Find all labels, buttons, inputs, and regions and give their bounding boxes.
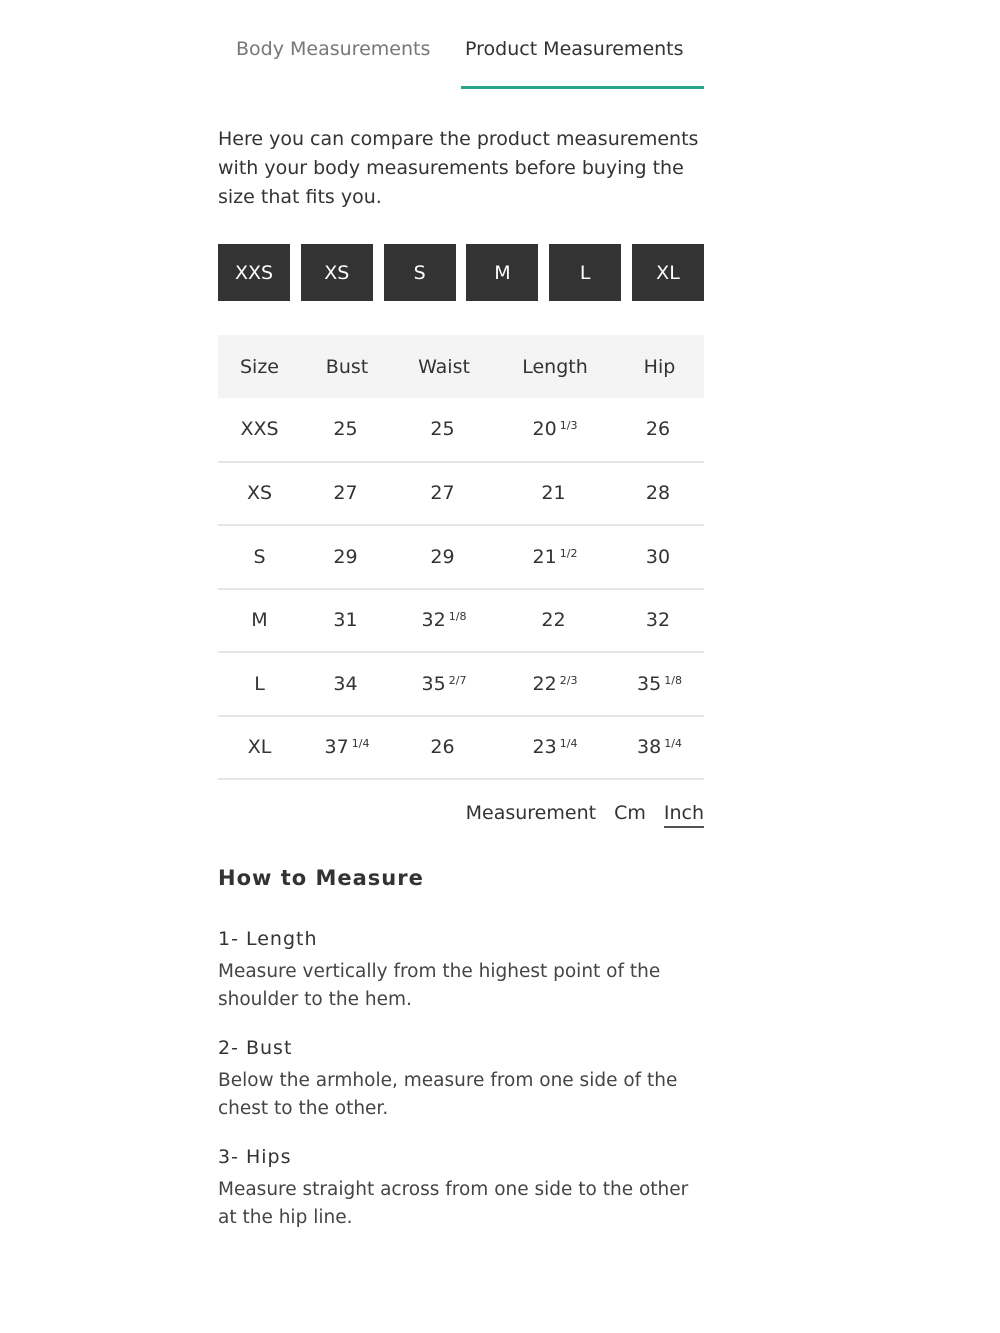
cell-number: 26 bbox=[645, 418, 671, 441]
table-row bbox=[218, 652, 704, 716]
size-button-m[interactable]: M bbox=[466, 244, 538, 301]
cell-number: 28 bbox=[645, 482, 671, 505]
cell-hip bbox=[615, 462, 704, 526]
cell-number: 32 bbox=[421, 609, 446, 632]
cell-size: XL bbox=[218, 716, 301, 780]
cell-number: 23 bbox=[532, 736, 557, 759]
table-row bbox=[218, 462, 704, 526]
cell-waist bbox=[393, 525, 495, 589]
cell-length bbox=[495, 589, 615, 653]
step-text: Below the armhole, measure from one side of the chest to the other. bbox=[218, 1070, 678, 1119]
active-tab-indicator bbox=[461, 86, 704, 89]
cell-length bbox=[495, 462, 615, 526]
unit-switch bbox=[466, 802, 704, 828]
cell-number: 20 bbox=[532, 418, 557, 441]
cell-hip bbox=[615, 589, 704, 653]
cell-length bbox=[495, 716, 615, 780]
cell-bust bbox=[301, 525, 393, 589]
table-row bbox=[218, 525, 704, 589]
measure-step bbox=[218, 1146, 704, 1232]
cell-fraction: 1/8 bbox=[664, 673, 682, 687]
cell-size: M bbox=[218, 589, 301, 653]
cell-waist bbox=[393, 716, 495, 780]
cell-number: 29 bbox=[333, 545, 358, 568]
cell-fraction: 2/3 bbox=[559, 673, 578, 687]
cell-waist bbox=[393, 462, 495, 526]
step-text: Measure vertically from the highest point of the shoulder to the hem. bbox=[218, 961, 661, 1010]
header-waist: Waist bbox=[393, 335, 495, 398]
cell-hip bbox=[615, 652, 704, 716]
cell-number: 22 bbox=[541, 609, 566, 632]
cell-number: 21 bbox=[541, 482, 566, 505]
cell-number: 32 bbox=[645, 609, 671, 632]
cell-bust bbox=[301, 716, 393, 780]
cell-fraction: 1/2 bbox=[559, 546, 578, 560]
cell-size: XS bbox=[218, 462, 301, 526]
cell-waist bbox=[393, 589, 495, 653]
table-row bbox=[218, 589, 704, 653]
cell-size: S bbox=[218, 525, 301, 589]
cell-hip bbox=[615, 398, 704, 462]
measure-step bbox=[218, 1037, 704, 1123]
cell-fraction: 1/3 bbox=[559, 419, 578, 433]
tab-product-measurements[interactable]: Product Measurements bbox=[465, 38, 684, 60]
cell-length bbox=[495, 398, 615, 462]
cell-number: 25 bbox=[430, 418, 455, 441]
cell-number: 35 bbox=[637, 672, 662, 695]
cell-number: 29 bbox=[430, 545, 455, 568]
how-to-measure-section bbox=[218, 866, 704, 1255]
cell-size: XXS bbox=[218, 398, 301, 462]
cell-length bbox=[495, 525, 615, 589]
table-row bbox=[218, 716, 704, 780]
cell-number: 38 bbox=[637, 736, 662, 759]
header-bust: Bust bbox=[301, 335, 393, 398]
header-length: Length bbox=[495, 335, 615, 398]
header-hip: Hip bbox=[615, 335, 704, 398]
cell-number: 27 bbox=[333, 482, 358, 505]
cell-number: 30 bbox=[645, 545, 671, 568]
size-guide-panel bbox=[218, 0, 704, 1228]
size-button-xs[interactable]: XS bbox=[301, 244, 373, 301]
cell-bust bbox=[301, 398, 393, 462]
cell-waist bbox=[393, 398, 495, 462]
unit-option-inch[interactable]: Inch bbox=[664, 802, 704, 828]
size-button-xxs[interactable]: XXS bbox=[218, 244, 290, 301]
unit-option-cm[interactable]: Cm bbox=[614, 802, 646, 824]
cell-bust bbox=[301, 589, 393, 653]
cell-number: 34 bbox=[333, 672, 358, 695]
cell-length bbox=[495, 652, 615, 716]
cell-number: 26 bbox=[430, 736, 455, 759]
intro-text: Here you can compare the product measurements with your body measurements before buying the size that fits you. bbox=[218, 128, 699, 208]
cell-fraction: 1/4 bbox=[664, 737, 682, 751]
cell-number: 35 bbox=[421, 672, 446, 695]
cell-number: 27 bbox=[430, 482, 455, 505]
cell-number: 31 bbox=[333, 609, 358, 632]
size-chart-table bbox=[218, 335, 704, 780]
cell-fraction: 1/4 bbox=[559, 737, 578, 751]
measure-step bbox=[218, 928, 704, 1014]
step-text: Measure straight across from one side to the other at the hip line. bbox=[218, 1179, 689, 1228]
cell-number: 22 bbox=[532, 672, 557, 695]
step-title: 1- Length bbox=[218, 928, 318, 950]
cell-bust bbox=[301, 652, 393, 716]
table-row bbox=[218, 398, 704, 462]
tab-body-measurements[interactable]: Body Measurements bbox=[236, 38, 431, 60]
size-button-l[interactable]: L bbox=[549, 244, 621, 301]
header-size: Size bbox=[218, 335, 301, 398]
size-button-s[interactable]: S bbox=[384, 244, 456, 301]
cell-hip bbox=[615, 716, 704, 780]
unit-label: Measurement bbox=[465, 802, 597, 824]
cell-number: 21 bbox=[532, 545, 557, 568]
cell-hip bbox=[615, 525, 704, 589]
cell-fraction: 1/8 bbox=[448, 610, 467, 624]
step-title: 3- Hips bbox=[218, 1146, 292, 1168]
cell-bust bbox=[301, 462, 393, 526]
how-to-measure-title: How to Measure bbox=[218, 866, 424, 890]
cell-fraction: 1/4 bbox=[351, 737, 370, 751]
cell-number: 25 bbox=[333, 418, 358, 441]
measurement-tabs bbox=[218, 0, 704, 92]
cell-waist bbox=[393, 652, 495, 716]
cell-size: L bbox=[218, 652, 301, 716]
size-button-xl[interactable]: XL bbox=[632, 244, 704, 301]
cell-number: 37 bbox=[324, 736, 349, 759]
step-title: 2- Bust bbox=[218, 1037, 293, 1059]
cell-fraction: 2/7 bbox=[448, 673, 467, 687]
table-header-row bbox=[218, 335, 704, 398]
size-selector bbox=[218, 244, 704, 301]
